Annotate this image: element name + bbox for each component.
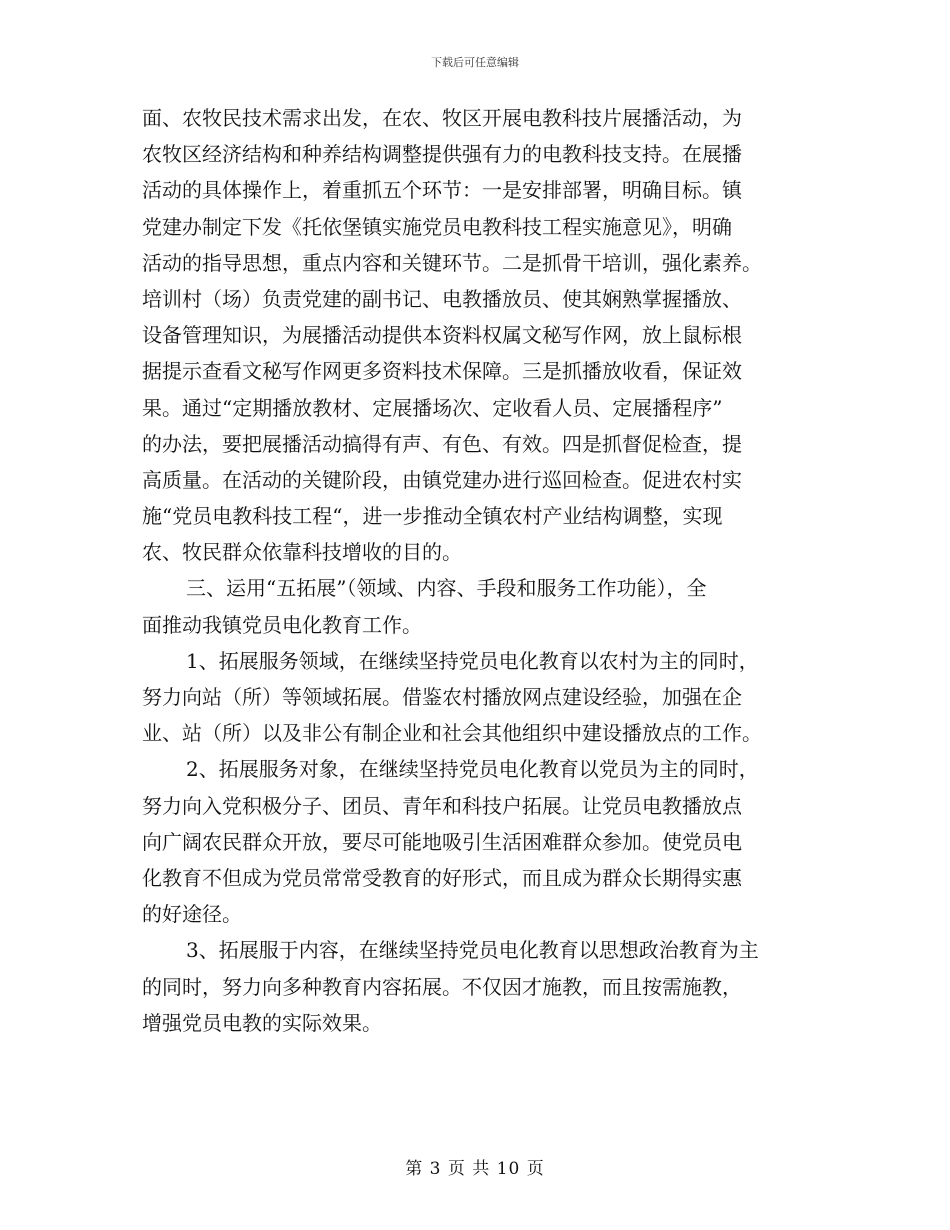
text-line: 农牧区经济结构和种养结构调整提供强有力的电教科技支持。在展播 bbox=[142, 142, 742, 167]
text-line: 三、运用“五拓展”（领域、内容、手段和服务工作功能），全 bbox=[186, 576, 707, 601]
text-line: 向广阔农民群众开放，要尽可能地吸引生活困难群众参加。使党员电 bbox=[142, 829, 742, 854]
text-line: 高质量。在活动的关键阶段，由镇党建办进行巡回检查。促进农村实 bbox=[142, 467, 742, 492]
text-line: 面推动我镇党员电化教育工作。 bbox=[142, 612, 422, 637]
text-line: 化教育不但成为党员常常受教育的好形式，而且成为群众长期得实惠 bbox=[142, 865, 742, 890]
text-line: 业、站（所）以及非公有制企业和社会其他组织中建设播放点的工作。 bbox=[142, 721, 762, 746]
text-line: 据提示查看文秘写作网更多资料技术保障。三是抓播放收看，保证效 bbox=[142, 359, 742, 384]
text-line: 的同时，努力向多种教育内容拓展。不仅因才施教，而且按需施教， bbox=[142, 974, 742, 999]
text-line: 党建办制定下发《托依堡镇实施党员电教科技工程实施意见》，明确 bbox=[142, 214, 732, 239]
text-line: 努力向站（所）等领域拓展。借鉴农村播放网点建设经验，加强在企 bbox=[142, 685, 742, 709]
text-line: 3、拓展服于内容，在继续坚持党员电化教育以思想政治教育为主 bbox=[186, 938, 759, 963]
text-line: 2、拓展服务对象，在继续坚持党员电化教育以党员为主的同时， bbox=[186, 757, 759, 782]
text-line: 努力向入党积极分子、团员、青年和科技户拓展。让党员电教播放点 bbox=[142, 793, 742, 818]
text-line: 培训村（场）负责党建的副书记、电教播放员、使其娴熟掌握播放、 bbox=[142, 286, 742, 311]
text-line: 活动的具体操作上，着重抓五个环节：一是安排部署，明确目标。镇 bbox=[142, 178, 742, 203]
text-line: 果。通过“定期播放教材、定展播场次、定收看人员、定展播程序” bbox=[142, 395, 723, 420]
page-header: 下载后可任意编辑 bbox=[431, 56, 519, 69]
text-line: 活动的指导思想，重点内容和关键环节。二是抓骨干培训，强化素养。 bbox=[142, 250, 762, 275]
page-footer: 第 3 页 共 10 页 bbox=[405, 1159, 545, 1179]
text-line: 增强党员电教的实际效果。 bbox=[142, 1010, 382, 1035]
text-line: 面、农牧民技术需求出发，在农、牧区开展电教科技片展播活动，为 bbox=[142, 106, 742, 130]
text-line: 的办法，要把展播活动搞得有声、有色、有效。四是抓督促检查，提 bbox=[142, 431, 742, 456]
text-line: 施“党员电教科技工程“，进一步推动全镇农村产业结构调整，实现 bbox=[142, 504, 723, 529]
document-body bbox=[142, 100, 812, 1041]
text-line: 的好途径。 bbox=[142, 902, 242, 927]
text-line: 农、牧民群众依靠科技增收的目的。 bbox=[142, 540, 462, 565]
text-line: 1、拓展服务领域，在继续坚持党员电化教育以农村为主的同时， bbox=[186, 648, 759, 673]
text-line: 设备管理知识，为展播活动提供本资料权属文秘写作网，放上鼠标根 bbox=[142, 323, 742, 348]
